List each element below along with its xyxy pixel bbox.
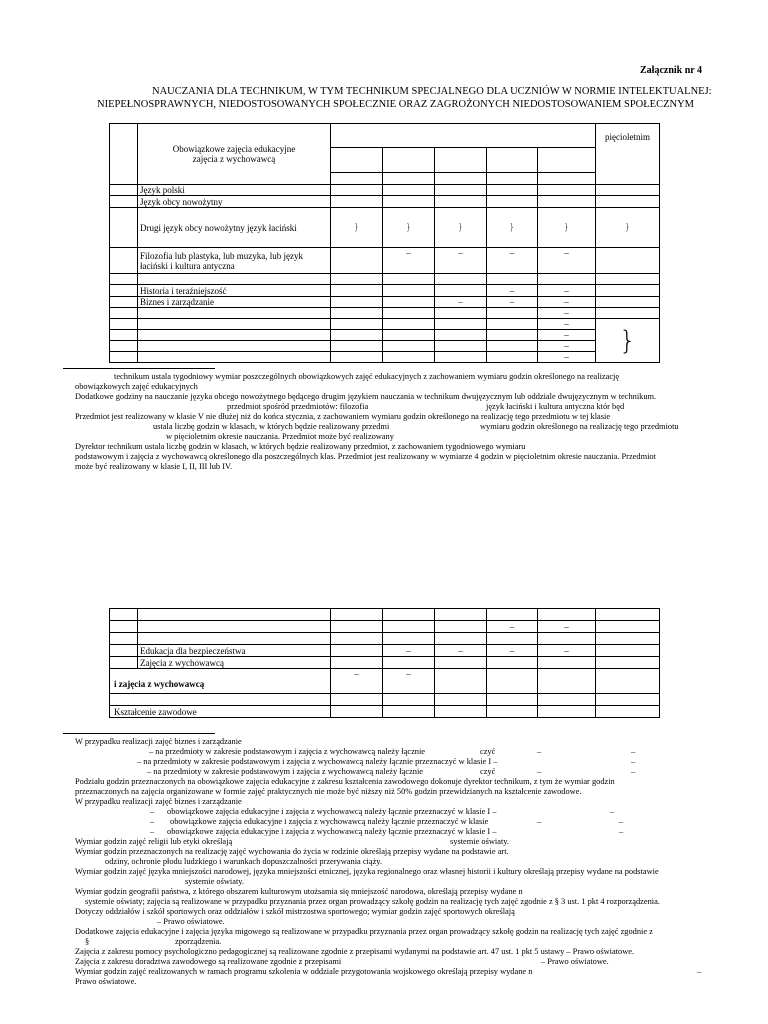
curriculum-table-bottom [109,608,660,718]
dash-mark: – [538,341,596,352]
footnote-line: przeznaczonych na zajęcia organizowane w formie zajęć praktycznych nie może być niższy niż 50% godzin przewidzianych na kształcenie zawodowe. [75,787,582,796]
footnote-line: Prawo oświatowe. [75,977,137,986]
dash-mark: – [631,757,636,766]
footnote-separator [63,368,215,369]
footnote-line: Wymiar godzin zajęć realizowanych w ramach programu szkolenia w oddziale przygotowania wojskowego określają przepisy wydane n [75,967,533,976]
footnote-line: – na przedmioty w zakresie podstawowym i zajęcia z wychowawcą należy łącznie [149,747,426,756]
footnote-line: W przypadku realizacji zajęć biznes i zarządzanie [75,797,242,806]
dash-mark: – [538,297,596,308]
footnote-line: – na przedmioty w zakresie podstawowym i zajęcia z wychowawcą należy łącznie [147,767,424,776]
brace-mark: } [435,208,487,248]
dash-mark: – [537,747,542,756]
dash-mark: – [150,817,155,826]
footnote-line: czyć [480,767,496,776]
dash-mark: – [538,308,596,319]
row-label: Język obcy nowożytny [138,196,331,208]
dash-mark: – [537,817,542,826]
brace-mark: } [383,208,435,248]
dash-mark: – [435,248,487,274]
brace-mark: } [487,208,538,248]
dash-mark: – [487,248,538,274]
footnote-line: Dodatkowe godziny na nauczanie języka obcego nowożytnego będącego drugim językiem nauczania w technikum dwujęzycznym lub oddziale dwujęzycznym w technikum. [75,392,657,401]
dash-mark: – [538,330,596,341]
table-header-five-year: pięcioletnim [596,124,660,185]
footnote-line: czyć [480,747,496,756]
footnote-line: Wymiar godzin zajęć języka mniejszości narodowej, języka mniejszości etnicznej, języka regionalnego oraz własnej historii i kultury określają przepisy wydane na podstawie [75,867,659,876]
footnote-line: Zajęcia z zakresu pomocy psychologiczno pedagogicznej są realizowane zgodnie z przepisami wydanymi na podstawie art. 47 ust. 1 pkt 5 ustawy – Prawo oświatowe. [75,947,635,956]
row-label: i zajęcia z wychowawcą [110,669,331,694]
footnote-line: W przypadku realizacji zajęć biznes i zarządzanie [75,737,242,746]
dash-mark: – [331,669,383,694]
footnote-line: § [85,937,90,946]
dash-mark: – [537,767,542,776]
row-label: Filozofia lub plastyka, lub muzyka, lub język łaciński i kultura antyczna [138,248,331,274]
footnote-line: – na przedmioty w zakresie podstawowym i zajęcia z wychowawcą należy łącznie przeznaczyć w klasie I – [137,757,498,766]
footnote-line: Dotyczy oddziałów i szkół sportowych oraz oddziałów i szkół mistrzostwa sportowego; wymiar godzin zajęć sportowych określają [75,907,515,916]
footnote-line: obowiązkowe zajęcia edukacyjne i zajęcia z wychowawcą należy łącznie przeznaczyć w klasie [170,817,489,826]
footnote-line: w pięcioletnim okresie nauczania. Przedmiot może być realizowany [166,432,394,441]
footnote-line: ustala liczbę godzin w klasach, w których będzie realizowany przedmi [153,422,390,431]
dash-mark: – [631,767,636,776]
footnote-line: Wymiar godzin przeznaczonych na realizację zajęć wychowania do życia w rodzinie określają przepisy wydane na podstawie art. [75,847,509,856]
footnote-line: przedmiot spośród przedmiotów: filozofia [227,402,369,411]
dash-mark: – [538,645,596,657]
footnote-line: systemie oświaty; zajęcia są realizowane w przypadku przyznania przez organ prowadzący szkołę godzin na realizację tych zajęć zgodnie z § 3 ust. 1 pkt 4 rozporządzenia. [85,897,660,906]
dash-mark: – [487,621,538,633]
dash-mark: – [538,319,596,330]
dash-mark: – [383,669,435,694]
dash-mark: – [538,285,596,297]
dash-mark: – [383,645,435,657]
row-label: Biznes i zarządzanie [138,297,331,308]
footnote-line: zporządzenia. [175,937,222,946]
footnote-line: – Prawo oświatowe. [157,917,225,926]
footnote-line: Dodatkowe zajęcia edukacyjne i zajęcia języka migowego są realizowane w przypadku przyznania przez organ prowadzący szkołę godzin na realizację tych zajęć zgodnie z [75,927,653,936]
dash-mark: – [697,967,702,976]
dash-mark: – [487,297,538,308]
footnotes-block-2 [75,737,735,987]
dash-mark: – [487,645,538,657]
brace-mark: } [331,208,383,248]
attachment-label: Załącznik nr 4 [640,65,703,76]
brace-mark: } [596,319,660,363]
curriculum-table-top [109,123,660,363]
table-header-subjects: Obowiązkowe zajęcia edukacyjne zajęcia z wychowawcą [138,124,331,185]
dash-mark: – [150,807,155,816]
dash-mark: – [619,817,624,826]
dash-mark: – [538,352,596,363]
row-label: Język polski [138,185,331,196]
footnote-line: technikum ustala tygodniowy wymiar poszczególnych obowiązkowych zajęć edukacyjnych z zachowaniem wymiaru godzin określonego na realizację [114,372,620,381]
footnote-line: – Prawo oświatowe. [541,957,609,966]
dash-mark: – [610,807,615,816]
footnote-line: obowiązkowych zajęć edukacyjnych [75,382,198,391]
footnotes-block-1 [75,372,735,472]
footnote-separator [63,733,215,734]
footnote-line: Podziału godzin przeznaczonych na obowiązkowe zajęcia edukacyjne z zakresu kształcenia zawodowego dokonuje dyrektor technikum, z tym że wymiar godzin [75,777,615,786]
footnote-line: Wymiar godzin geografii państwa, z którego obszarem kulturowym utożsamia się mniejszość narodowa, określają przepisy wydane n [75,887,523,896]
brace-mark: } [596,208,660,248]
footnote-line: może być realizowany w klasie I, II, III lub IV. [75,462,233,471]
dash-mark: – [619,827,624,836]
footnote-line: odziny, ochronie płodu ludzkiego i warunkach dopuszczalności przerywania ciąży. [105,857,383,866]
dash-mark: – [538,248,596,274]
footnote-line: podstawowym i zajęcia z wychowawcą określonego dla poszczególnych klas. Przedmiot jest realizowany w wymiarze 4 godzin w pięcioletnim okresie nauczania. Przedmiot [75,452,656,461]
footnote-line: język łaciński i kultura antyczna któr będ [486,402,625,411]
footnote-line: Wymiar godzin zajęć religii lub etyki określają [75,837,233,846]
dash-mark: – [150,827,155,836]
row-label: Kształcenie zawodowe [110,706,331,718]
footnote-line: obowiązkowe zajęcia edukacyjne i zajęcia z wychowawcą należy łącznie przeznaczyć w klasie I – [167,827,497,836]
footnote-line: systemie oświaty. [450,837,510,846]
document-title-line2: NIEPEŁNOSPRAWNYCH, NIEDOSTOSOWANYCH SPOŁECZNIE ORAZ ZAGROŻONYCH NIEDOSTOSOWANIEM SPOŁECZNYM [97,99,694,110]
footnote-line: Zajęcia z zakresu doradztwa zawodowego są realizowane zgodnie z przepisami [75,957,342,966]
dash-mark: – [487,285,538,297]
document-title-line1: NAUCZANIA DLA TECHNIKUM, W TYM TECHNIKUM SPECJALNEGO DLA UCZNIÓW W NORMIE INTELEKTUALNEJ: [152,86,712,97]
row-label: Zajęcia z wychowawcą [138,657,331,669]
footnote-line: Przedmiot jest realizowany w klasie V nie dłużej niż do końca stycznia, z zachowaniem wymiaru godzin określonego na realizację tego przedmiotu w tej klasie [75,412,611,421]
dash-mark: – [435,645,487,657]
row-label: Drugi język obcy nowożytny język łaciński [138,208,331,248]
dash-mark: – [383,248,435,274]
row-label: Historia i teraźniejszość [138,285,331,297]
dash-mark: – [631,747,636,756]
row-label: Edukacja dla bezpieczeństwa [138,645,331,657]
footnote-line: Dyrektor technikum ustala liczbę godzin w klasach, w których będzie realizowany przedmiot, z zachowaniem tygodniowego wymiaru [75,442,526,451]
dash-mark: – [538,621,596,633]
dash-mark: – [435,297,487,308]
brace-mark: } [538,208,596,248]
footnote-line: systemie oświaty. [185,877,245,886]
footnote-line: wymiaru godzin określonego na realizację tego przedmiotu [480,422,679,431]
footnote-line: obowiązkowe zajęcia edukacyjne i zajęcia z wychowawcą należy łącznie przeznaczyć w klasie I – [167,807,497,816]
